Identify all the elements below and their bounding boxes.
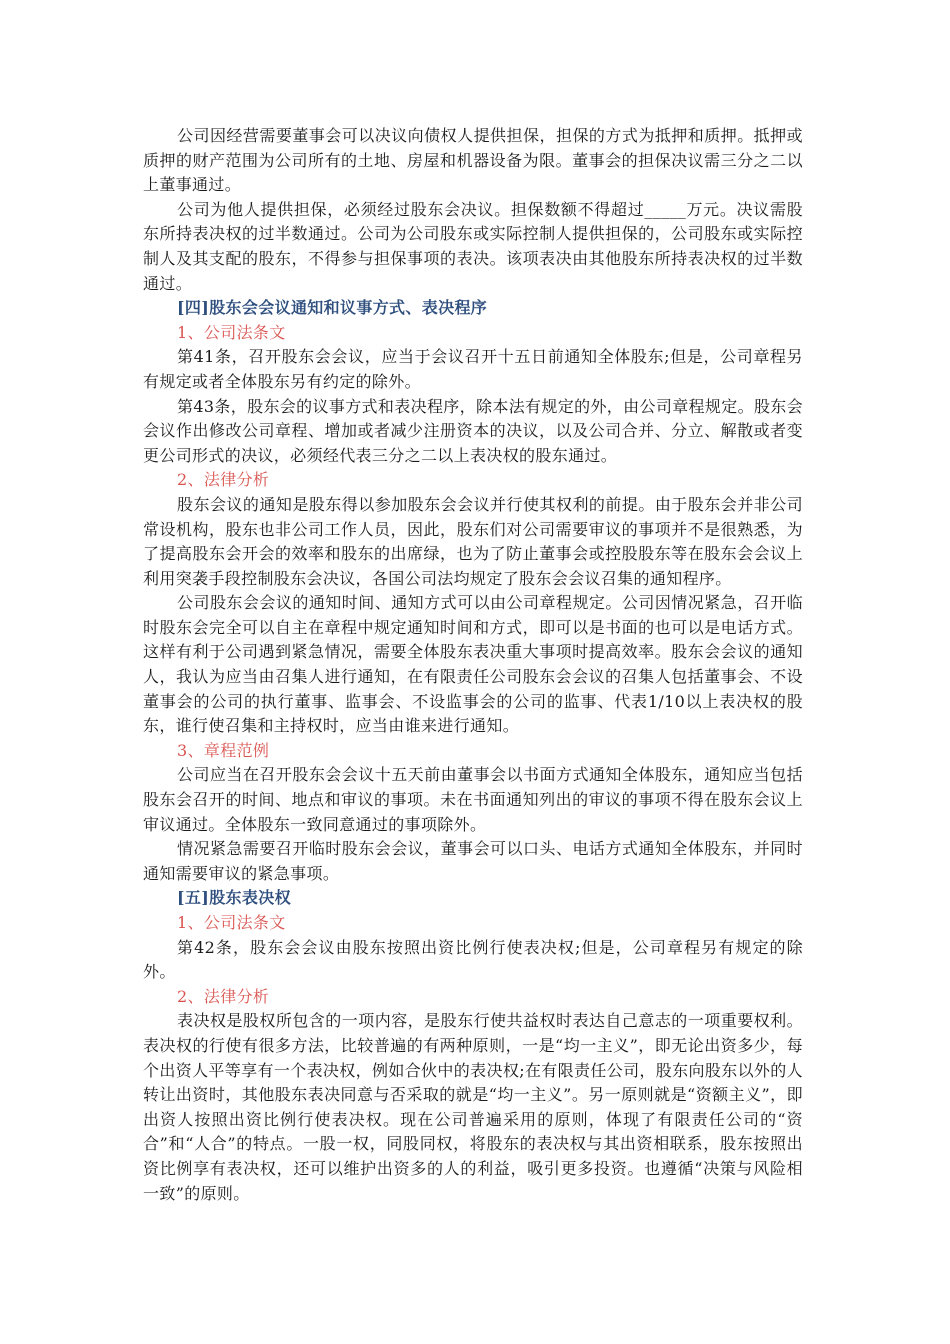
document-body xyxy=(143,124,803,1206)
subheading-model-clause: 3、章程范例 xyxy=(177,740,270,760)
subheading-law-text: 1、公司法条文 xyxy=(177,913,286,932)
paragraph: 表决权是股权所包含的一项内容，是股东行使共益权时表达自己意志的一项重要权利。表决权的行使有很多方法，比较普遍的有两种原则，一是“均一主义”，即无论出资多少，每个出资人平等享有一个表决权，例如合伙中的表决权;在有限责任公司，股东向股东以外的人转让出资时，其他股东表决同意与否采取的就是“均一主义”。另一原则就是“资额主义”，即出资人按照出资比例行使表决权。现在公司普遍采用的原则，体现了有限责任公司的“资合”和“人合”的特点。一股一权，同股同权，将股东的表决权与其出资相联系，股东按照出资比例享有表决权，还可以维护出资多的人的利益，吸引更多投资。也遵循“决策与风险相一致”的原则。 xyxy=(143,1011,803,1203)
paragraph: 公司为他人提供担保，必须经过股东会决议。担保数额不得超过_____万元。决议需股东所持表决权的过半数通过。公司为公司股东或实际控制人提供担保的，公司股东或实际控制人及其支配的股东，不得参与担保事项的表决。该项表决由其他股东所持表决权的过半数通过。 xyxy=(143,199,803,293)
paragraph: 股东会议的通知是股东得以参加股东会会议并行使其权利的前提。由于股东会并非公司常设机构，股东也非公司工作人员，因此，股东们对公司需要审议的事项并不是很熟悉，为了提高股东会开会的效率和股东的出席绿，也为了防止董事会或控股股东等在股东会会议上利用突袭手段控制股东会决议，各国公司法均规定了股东会会议召集的通知程序。 xyxy=(143,494,803,588)
subheading-legal-analysis: 2、法律分析 xyxy=(177,986,270,1006)
section-heading-5: [五]股东表决权 xyxy=(177,888,291,908)
paragraph: 公司应当在召开股东会会议十五天前由董事会以书面方式通知全体股东，通知应当包括股东会召开的时间、地点和审议的事项。未在书面通知列出的审议的事项不得在股东会议上审议通过。全体股东一致同意通过的事项除外。 xyxy=(143,765,803,834)
subheading-legal-analysis: 2、法律分析 xyxy=(177,470,270,490)
subheading-law-text: 1、公司法条文 xyxy=(177,322,286,342)
paragraph: 公司股东会会议的通知时间、通知方式可以由公司章程规定。公司因情况紧急，召开临时股东会完全可以自主在章程中规定通知时间和方式，即可以是书面的也可以是电话方式。这样有利于公司遇到紧急情况，需要全体股东表决重大事项时提高效率。股东会会议的通知人，我认为应当由召集人进行通知，在有限责任公司股东会会议的召集人包括董事会、不设董事会的公司的执行董事、监事会、不设监事会的公司的监事、代表1/10以上表决权的股东，谁行使召集和主持权时，应当由谁来进行通知。 xyxy=(143,593,803,736)
law-article-43: 第43条，股东会的议事方式和表决程序，除本法有规定的外，由公司章程规定。股东会会议作出修改公司章程、增加或者减少注册资本的决议，以及公司合并、分立、解散或者变更公司形式的决议，必须经代表三分之二以上表决权的股东通过。 xyxy=(143,396,804,465)
section-heading-4: [四]股东会会议通知和议事方式、表决程序 xyxy=(177,298,488,318)
paragraph: 公司因经营需要董事会可以决议向债权人提供担保，担保的方式为抵押和质押。抵押或质押的财产范围为公司所有的土地、房屋和机器设备为限。董事会的担保决议需三分之二以上董事通过。 xyxy=(143,126,803,195)
law-article-41: 第41条，召开股东会会议，应当于会议召开十五日前通知全体股东;但是，公司章程另有规定或者全体股东另有约定的除外。 xyxy=(143,347,803,391)
paragraph: 情况紧急需要召开临时股东会会议，董事会可以口头、电话方式通知全体股东，并同时通知需要审议的紧急事项。 xyxy=(143,839,803,883)
law-article-42: 第42条，股东会会议由股东按照出资比例行使表决权;但是，公司章程另有规定的除外。 xyxy=(143,937,803,982)
